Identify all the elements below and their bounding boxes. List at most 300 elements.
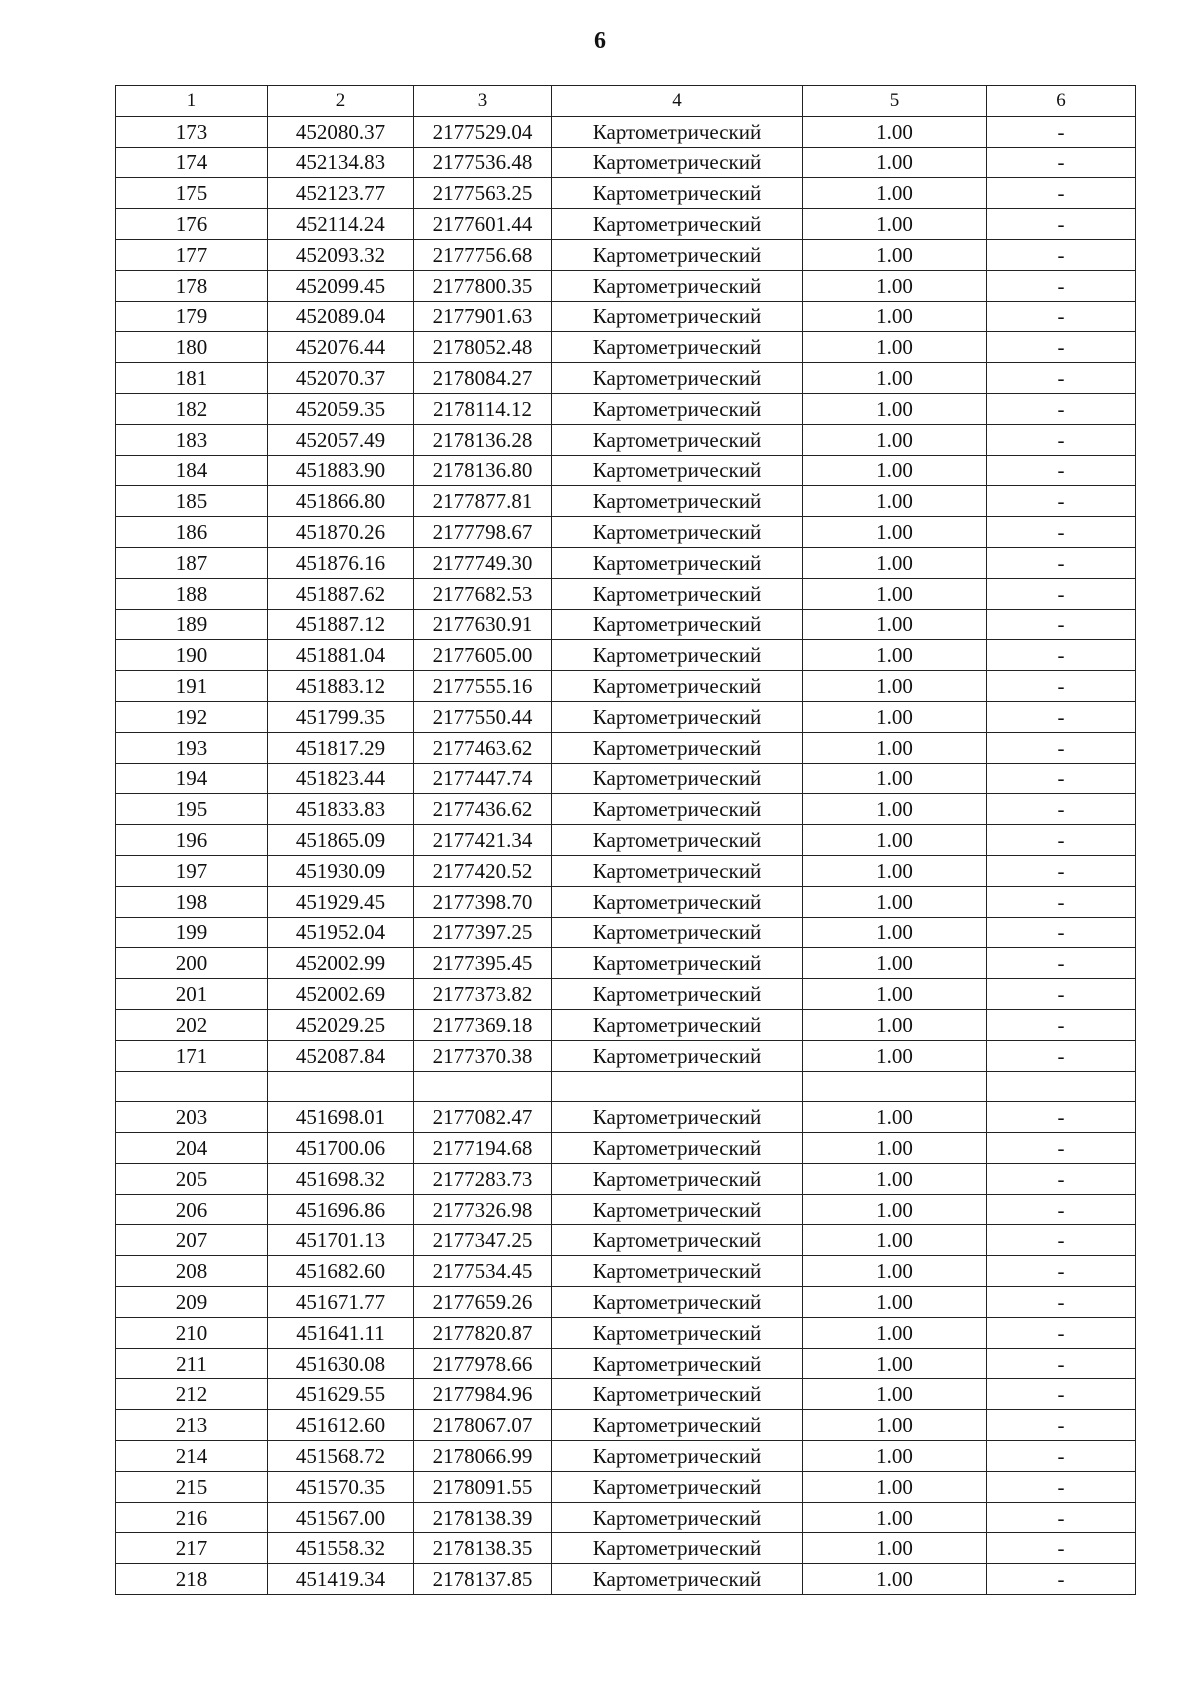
point-number-cell: 202: [116, 1009, 268, 1040]
point-number-cell: 214: [116, 1441, 268, 1472]
table-row: [116, 917, 1136, 948]
y-coordinate-cell: 2178138.35: [414, 1533, 552, 1564]
y-coordinate-cell: 2177605.00: [414, 640, 552, 671]
y-coordinate-cell: 2177082.47: [414, 1102, 552, 1133]
point-number-cell: 174: [116, 147, 268, 178]
point-number-cell: 196: [116, 825, 268, 856]
table-row: [116, 1133, 1136, 1164]
point-number-cell: 179: [116, 301, 268, 332]
point-number-cell: 209: [116, 1287, 268, 1318]
method-cell: Картометрический: [552, 393, 803, 424]
point-number-cell: 182: [116, 393, 268, 424]
note-cell: -: [987, 1225, 1136, 1256]
note-cell: -: [987, 578, 1136, 609]
accuracy-cell: 1.00: [803, 1410, 987, 1441]
accuracy-cell: 1.00: [803, 1379, 987, 1410]
accuracy-cell: 1.00: [803, 147, 987, 178]
note-cell: -: [987, 763, 1136, 794]
x-coordinate-cell: 451952.04: [268, 917, 414, 948]
table-row: [116, 1287, 1136, 1318]
accuracy-cell: 1.00: [803, 794, 987, 825]
accuracy-cell: 1.00: [803, 1441, 987, 1472]
y-coordinate-cell: 2177659.26: [414, 1287, 552, 1318]
table-row: [116, 1102, 1136, 1133]
accuracy-cell: 1.00: [803, 1163, 987, 1194]
x-coordinate-cell: 451883.12: [268, 671, 414, 702]
table-row: [116, 1317, 1136, 1348]
point-number-cell: 189: [116, 609, 268, 640]
note-cell: -: [987, 393, 1136, 424]
y-coordinate-cell: 2177395.45: [414, 948, 552, 979]
y-coordinate-cell: 2178114.12: [414, 393, 552, 424]
note-cell: -: [987, 825, 1136, 856]
point-number-cell: 180: [116, 332, 268, 363]
note-cell: -: [987, 1410, 1136, 1441]
column-header: 1: [116, 86, 268, 117]
accuracy-cell: 1.00: [803, 979, 987, 1010]
method-cell: Картометрический: [552, 517, 803, 548]
point-number-cell: 211: [116, 1348, 268, 1379]
table-row: [116, 239, 1136, 270]
y-coordinate-cell: 2177326.98: [414, 1194, 552, 1225]
y-coordinate-cell: 2178091.55: [414, 1471, 552, 1502]
table-row: [116, 979, 1136, 1010]
point-number-cell: 217: [116, 1533, 268, 1564]
method-cell: Картометрический: [552, 1009, 803, 1040]
accuracy-cell: 1.00: [803, 517, 987, 548]
table-row: [116, 855, 1136, 886]
table-row: [116, 270, 1136, 301]
method-cell: Картометрический: [552, 979, 803, 1010]
method-cell: Картометрический: [552, 1163, 803, 1194]
point-number-cell: 183: [116, 424, 268, 455]
accuracy-cell: [803, 1071, 987, 1102]
y-coordinate-cell: 2177682.53: [414, 578, 552, 609]
table-row: [116, 209, 1136, 240]
x-coordinate-cell: 451799.35: [268, 701, 414, 732]
method-cell: Картометрический: [552, 1348, 803, 1379]
table-row: [116, 116, 1136, 147]
y-coordinate-cell: 2177630.91: [414, 609, 552, 640]
note-cell: -: [987, 917, 1136, 948]
accuracy-cell: 1.00: [803, 178, 987, 209]
x-coordinate-cell: 452059.35: [268, 393, 414, 424]
note-cell: -: [987, 794, 1136, 825]
y-coordinate-cell: 2177397.25: [414, 917, 552, 948]
note-cell: -: [987, 1471, 1136, 1502]
method-cell: Картометрический: [552, 1317, 803, 1348]
y-coordinate-cell: 2178066.99: [414, 1441, 552, 1472]
point-number-cell: 185: [116, 486, 268, 517]
x-coordinate-cell: 451630.08: [268, 1348, 414, 1379]
table-row: [116, 886, 1136, 917]
note-cell: -: [987, 609, 1136, 640]
accuracy-cell: 1.00: [803, 547, 987, 578]
method-cell: Картометрический: [552, 1040, 803, 1071]
accuracy-cell: 1.00: [803, 855, 987, 886]
x-coordinate-cell: 452076.44: [268, 332, 414, 363]
point-number-cell: 215: [116, 1471, 268, 1502]
accuracy-cell: 1.00: [803, 825, 987, 856]
note-cell: -: [987, 209, 1136, 240]
method-cell: Картометрический: [552, 301, 803, 332]
method-cell: Картометрический: [552, 1410, 803, 1441]
accuracy-cell: 1.00: [803, 363, 987, 394]
y-coordinate-cell: 2177601.44: [414, 209, 552, 240]
point-number-cell: 197: [116, 855, 268, 886]
x-coordinate-cell: 451567.00: [268, 1502, 414, 1533]
x-coordinate-cell: 451881.04: [268, 640, 414, 671]
accuracy-cell: 1.00: [803, 1225, 987, 1256]
table-row: [116, 825, 1136, 856]
point-number-cell: 198: [116, 886, 268, 917]
note-cell: -: [987, 1194, 1136, 1225]
x-coordinate-cell: 452087.84: [268, 1040, 414, 1071]
y-coordinate-cell: 2177283.73: [414, 1163, 552, 1194]
method-cell: Картометрический: [552, 1287, 803, 1318]
y-coordinate-cell: 2178136.28: [414, 424, 552, 455]
y-coordinate-cell: 2177756.68: [414, 239, 552, 270]
note-cell: -: [987, 301, 1136, 332]
method-cell: Картометрический: [552, 1441, 803, 1472]
note-cell: -: [987, 701, 1136, 732]
y-coordinate-cell: 2177534.45: [414, 1256, 552, 1287]
x-coordinate-cell: 451696.86: [268, 1194, 414, 1225]
x-coordinate-cell: 451930.09: [268, 855, 414, 886]
table-row: [116, 609, 1136, 640]
accuracy-cell: 1.00: [803, 301, 987, 332]
note-cell: -: [987, 486, 1136, 517]
x-coordinate-cell: 451883.90: [268, 455, 414, 486]
method-cell: [552, 1071, 803, 1102]
point-number-cell: 192: [116, 701, 268, 732]
method-cell: Картометрический: [552, 1471, 803, 1502]
point-number-cell: 190: [116, 640, 268, 671]
y-coordinate-cell: 2177550.44: [414, 701, 552, 732]
point-number-cell: 178: [116, 270, 268, 301]
point-number-cell: 191: [116, 671, 268, 702]
note-cell: -: [987, 547, 1136, 578]
note-cell: -: [987, 732, 1136, 763]
method-cell: Картометрический: [552, 578, 803, 609]
note-cell: -: [987, 1564, 1136, 1595]
note-cell: -: [987, 178, 1136, 209]
accuracy-cell: 1.00: [803, 732, 987, 763]
table-row: [116, 1564, 1136, 1595]
method-cell: Картометрический: [552, 270, 803, 301]
table-body: [116, 116, 1136, 1594]
point-number-cell: 207: [116, 1225, 268, 1256]
note-cell: -: [987, 455, 1136, 486]
method-cell: Картометрический: [552, 209, 803, 240]
method-cell: Картометрический: [552, 1102, 803, 1133]
method-cell: Картометрический: [552, 1502, 803, 1533]
table-row: [116, 486, 1136, 517]
accuracy-cell: 1.00: [803, 239, 987, 270]
x-coordinate-cell: 451568.72: [268, 1441, 414, 1472]
method-cell: Картометрический: [552, 855, 803, 886]
x-coordinate-cell: 452080.37: [268, 116, 414, 147]
method-cell: Картометрический: [552, 332, 803, 363]
coordinates-table: [115, 85, 1136, 1595]
accuracy-cell: 1.00: [803, 393, 987, 424]
method-cell: Картометрический: [552, 455, 803, 486]
table-row: [116, 1502, 1136, 1533]
method-cell: Картометрический: [552, 825, 803, 856]
table-row: [116, 1040, 1136, 1071]
table-row: [116, 1379, 1136, 1410]
y-coordinate-cell: 2177800.35: [414, 270, 552, 301]
column-header: 4: [552, 86, 803, 117]
table-row: [116, 1410, 1136, 1441]
point-number-cell: 204: [116, 1133, 268, 1164]
x-coordinate-cell: 451887.62: [268, 578, 414, 609]
x-coordinate-cell: 451419.34: [268, 1564, 414, 1595]
accuracy-cell: 1.00: [803, 116, 987, 147]
point-number-cell: 208: [116, 1256, 268, 1287]
x-coordinate-cell: 451700.06: [268, 1133, 414, 1164]
point-number-cell: 177: [116, 239, 268, 270]
table-row: [116, 363, 1136, 394]
x-coordinate-cell: 451823.44: [268, 763, 414, 794]
table-row: [116, 1256, 1136, 1287]
x-coordinate-cell: 451570.35: [268, 1471, 414, 1502]
note-cell: -: [987, 239, 1136, 270]
point-number-cell: 176: [116, 209, 268, 240]
x-coordinate-cell: [268, 1071, 414, 1102]
method-cell: Картометрический: [552, 1133, 803, 1164]
y-coordinate-cell: 2178084.27: [414, 363, 552, 394]
y-coordinate-cell: 2177901.63: [414, 301, 552, 332]
point-number-cell: 199: [116, 917, 268, 948]
table-row: [116, 332, 1136, 363]
table-row: [116, 578, 1136, 609]
table-row: [116, 1163, 1136, 1194]
y-coordinate-cell: 2177563.25: [414, 178, 552, 209]
table-row: [116, 671, 1136, 702]
table-row: [116, 763, 1136, 794]
y-coordinate-cell: 2177463.62: [414, 732, 552, 763]
y-coordinate-cell: 2177555.16: [414, 671, 552, 702]
x-coordinate-cell: 451701.13: [268, 1225, 414, 1256]
accuracy-cell: 1.00: [803, 486, 987, 517]
note-cell: -: [987, 1348, 1136, 1379]
method-cell: Картометрический: [552, 1256, 803, 1287]
accuracy-cell: 1.00: [803, 640, 987, 671]
y-coordinate-cell: 2177369.18: [414, 1009, 552, 1040]
point-number-cell: 194: [116, 763, 268, 794]
y-coordinate-cell: 2178052.48: [414, 332, 552, 363]
note-cell: -: [987, 1317, 1136, 1348]
y-coordinate-cell: 2177749.30: [414, 547, 552, 578]
point-number-cell: 200: [116, 948, 268, 979]
table-row: [116, 701, 1136, 732]
point-number-cell: 187: [116, 547, 268, 578]
x-coordinate-cell: 451887.12: [268, 609, 414, 640]
point-number-cell: 212: [116, 1379, 268, 1410]
y-coordinate-cell: 2177447.74: [414, 763, 552, 794]
note-cell: -: [987, 1379, 1136, 1410]
y-coordinate-cell: 2177420.52: [414, 855, 552, 886]
table-row: [116, 393, 1136, 424]
accuracy-cell: 1.00: [803, 886, 987, 917]
column-header: 2: [268, 86, 414, 117]
method-cell: Картометрический: [552, 116, 803, 147]
table-row: [116, 1071, 1136, 1102]
note-cell: -: [987, 671, 1136, 702]
x-coordinate-cell: 451682.60: [268, 1256, 414, 1287]
note-cell: -: [987, 1502, 1136, 1533]
note-cell: -: [987, 1163, 1136, 1194]
x-coordinate-cell: 451612.60: [268, 1410, 414, 1441]
x-coordinate-cell: 451558.32: [268, 1533, 414, 1564]
x-coordinate-cell: 452057.49: [268, 424, 414, 455]
x-coordinate-cell: 452002.69: [268, 979, 414, 1010]
accuracy-cell: 1.00: [803, 701, 987, 732]
point-number-cell: 175: [116, 178, 268, 209]
accuracy-cell: 1.00: [803, 917, 987, 948]
point-number-cell: 195: [116, 794, 268, 825]
point-number-cell: 184: [116, 455, 268, 486]
note-cell: -: [987, 116, 1136, 147]
note-cell: -: [987, 886, 1136, 917]
x-coordinate-cell: 452123.77: [268, 178, 414, 209]
method-cell: Картометрический: [552, 547, 803, 578]
x-coordinate-cell: 451876.16: [268, 547, 414, 578]
y-coordinate-cell: 2177398.70: [414, 886, 552, 917]
accuracy-cell: 1.00: [803, 948, 987, 979]
table-row: [116, 424, 1136, 455]
point-number-cell: 205: [116, 1163, 268, 1194]
x-coordinate-cell: 451698.01: [268, 1102, 414, 1133]
point-number-cell: 171: [116, 1040, 268, 1071]
accuracy-cell: 1.00: [803, 332, 987, 363]
method-cell: Картометрический: [552, 1194, 803, 1225]
accuracy-cell: 1.00: [803, 1133, 987, 1164]
method-cell: Картометрический: [552, 1379, 803, 1410]
method-cell: Картометрический: [552, 363, 803, 394]
y-coordinate-cell: 2177370.38: [414, 1040, 552, 1071]
accuracy-cell: 1.00: [803, 1564, 987, 1595]
x-coordinate-cell: 452099.45: [268, 270, 414, 301]
method-cell: Картометрический: [552, 917, 803, 948]
note-cell: -: [987, 1102, 1136, 1133]
point-number-cell: 188: [116, 578, 268, 609]
y-coordinate-cell: 2177978.66: [414, 1348, 552, 1379]
table-row: [116, 517, 1136, 548]
accuracy-cell: 1.00: [803, 424, 987, 455]
accuracy-cell: 1.00: [803, 1040, 987, 1071]
note-cell: -: [987, 1256, 1136, 1287]
column-header: 6: [987, 86, 1136, 117]
y-coordinate-cell: 2178136.80: [414, 455, 552, 486]
accuracy-cell: 1.00: [803, 209, 987, 240]
point-number-cell: 218: [116, 1564, 268, 1595]
table-row: [116, 1225, 1136, 1256]
accuracy-cell: 1.00: [803, 1194, 987, 1225]
point-number-cell: 193: [116, 732, 268, 763]
accuracy-cell: 1.00: [803, 1471, 987, 1502]
note-cell: -: [987, 1287, 1136, 1318]
table-row: [116, 794, 1136, 825]
y-coordinate-cell: 2177984.96: [414, 1379, 552, 1410]
y-coordinate-cell: 2177436.62: [414, 794, 552, 825]
note-cell: -: [987, 1133, 1136, 1164]
y-coordinate-cell: 2177877.81: [414, 486, 552, 517]
x-coordinate-cell: 451866.80: [268, 486, 414, 517]
accuracy-cell: 1.00: [803, 1533, 987, 1564]
table-row: [116, 147, 1136, 178]
method-cell: Картометрический: [552, 732, 803, 763]
point-number-cell: [116, 1071, 268, 1102]
x-coordinate-cell: 452134.83: [268, 147, 414, 178]
accuracy-cell: 1.00: [803, 1502, 987, 1533]
x-coordinate-cell: 452029.25: [268, 1009, 414, 1040]
accuracy-cell: 1.00: [803, 1102, 987, 1133]
x-coordinate-cell: 451671.77: [268, 1287, 414, 1318]
point-number-cell: 186: [116, 517, 268, 548]
point-number-cell: 203: [116, 1102, 268, 1133]
method-cell: Картометрический: [552, 609, 803, 640]
method-cell: Картометрический: [552, 886, 803, 917]
y-coordinate-cell: 2177529.04: [414, 116, 552, 147]
accuracy-cell: 1.00: [803, 1317, 987, 1348]
accuracy-cell: 1.00: [803, 455, 987, 486]
accuracy-cell: 1.00: [803, 1256, 987, 1287]
method-cell: Картометрический: [552, 1225, 803, 1256]
table-row: [116, 301, 1136, 332]
accuracy-cell: 1.00: [803, 270, 987, 301]
method-cell: Картометрический: [552, 424, 803, 455]
point-number-cell: 173: [116, 116, 268, 147]
x-coordinate-cell: 452002.99: [268, 948, 414, 979]
note-cell: -: [987, 640, 1136, 671]
table-row: [116, 455, 1136, 486]
method-cell: Картометрический: [552, 1564, 803, 1595]
table-row: [116, 1009, 1136, 1040]
table-row: [116, 948, 1136, 979]
method-cell: Картометрический: [552, 948, 803, 979]
point-number-cell: 206: [116, 1194, 268, 1225]
accuracy-cell: 1.00: [803, 1348, 987, 1379]
point-number-cell: 181: [116, 363, 268, 394]
y-coordinate-cell: [414, 1071, 552, 1102]
method-cell: Картометрический: [552, 794, 803, 825]
y-coordinate-cell: 2177421.34: [414, 825, 552, 856]
note-cell: -: [987, 517, 1136, 548]
table-row: [116, 1194, 1136, 1225]
accuracy-cell: 1.00: [803, 763, 987, 794]
x-coordinate-cell: 451629.55: [268, 1379, 414, 1410]
note-cell: -: [987, 855, 1136, 886]
y-coordinate-cell: 2177194.68: [414, 1133, 552, 1164]
method-cell: Картометрический: [552, 486, 803, 517]
note-cell: -: [987, 270, 1136, 301]
y-coordinate-cell: 2177798.67: [414, 517, 552, 548]
table-row: [116, 732, 1136, 763]
y-coordinate-cell: 2178138.39: [414, 1502, 552, 1533]
accuracy-cell: 1.00: [803, 1009, 987, 1040]
y-coordinate-cell: 2177373.82: [414, 979, 552, 1010]
x-coordinate-cell: 451698.32: [268, 1163, 414, 1194]
x-coordinate-cell: 451641.11: [268, 1317, 414, 1348]
note-cell: -: [987, 979, 1136, 1010]
page-number: 6: [594, 28, 606, 54]
x-coordinate-cell: 451833.83: [268, 794, 414, 825]
note-cell: -: [987, 1441, 1136, 1472]
note-cell: -: [987, 424, 1136, 455]
column-header: 5: [803, 86, 987, 117]
